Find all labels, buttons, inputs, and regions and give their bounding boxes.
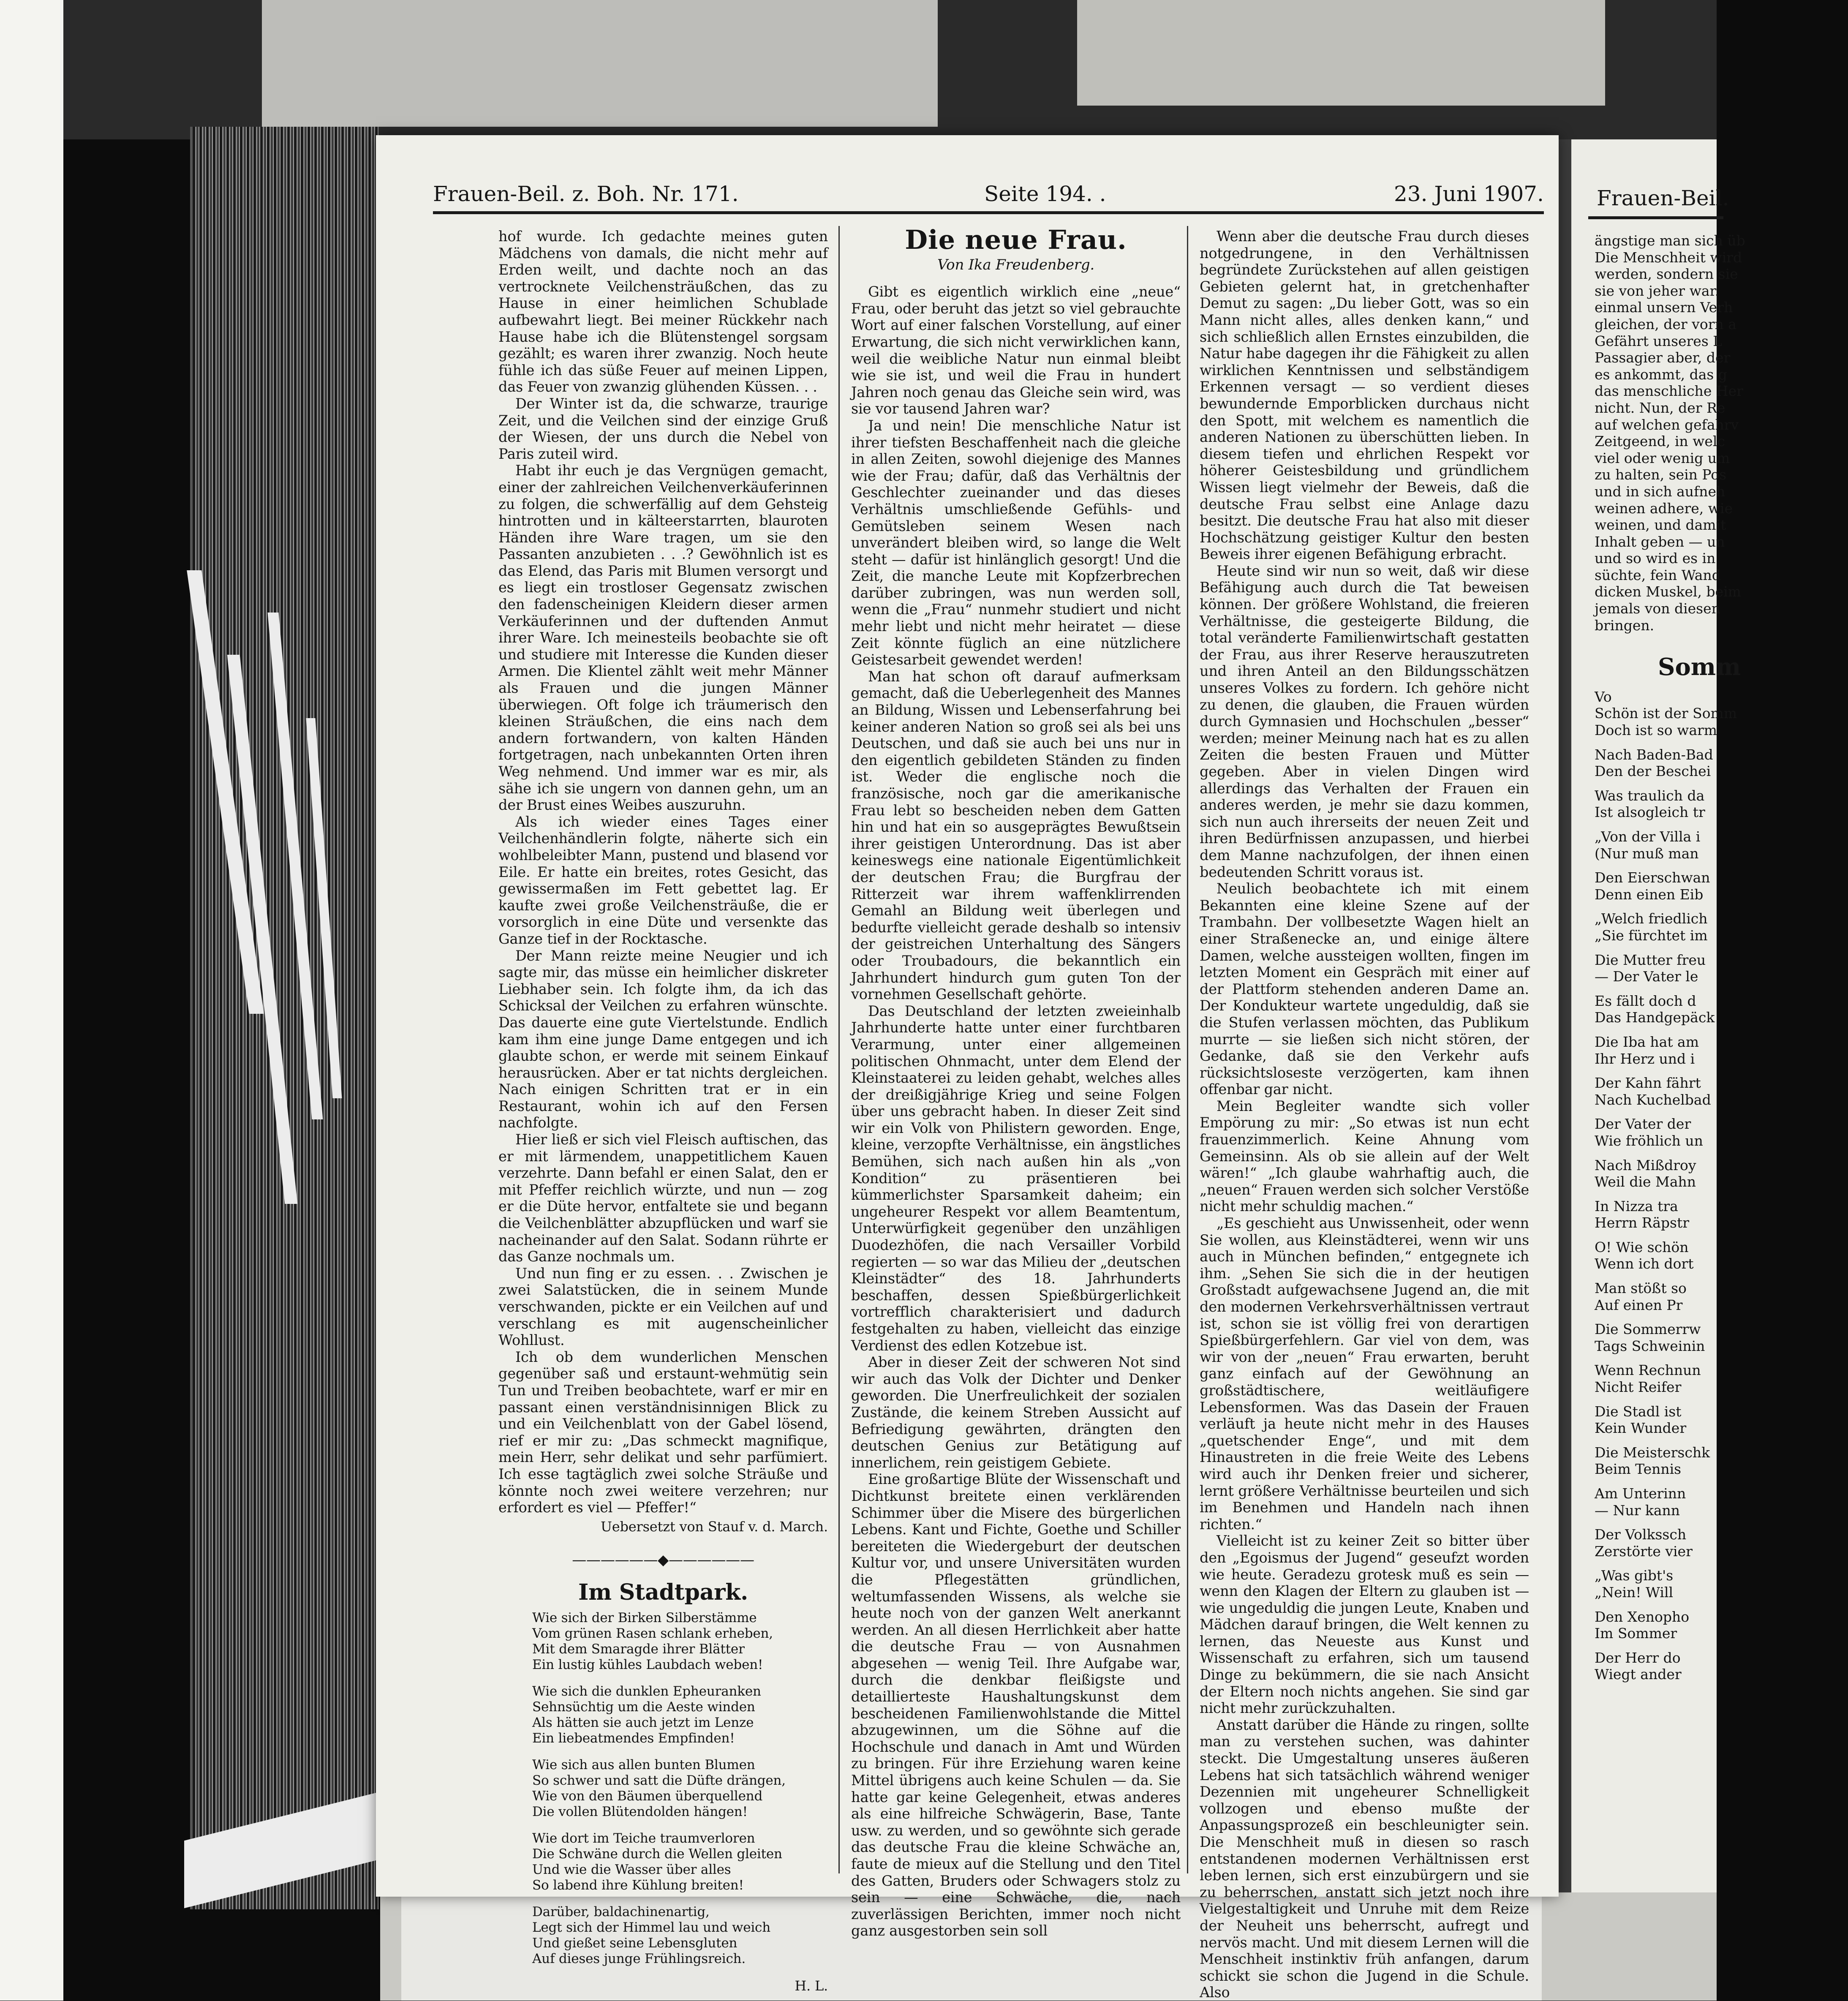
- adjacent-line: Gefährt unseres L: [1595, 332, 1723, 349]
- page-header: [376, 182, 1542, 211]
- adjacent-line: In Nizza tra: [1595, 1198, 1678, 1214]
- adjacent-line: Im Sommer: [1595, 1625, 1677, 1642]
- poem-line: Die vollen Blütendolden hängen!: [532, 1804, 748, 1819]
- adjacent-line: süchte, fein Wand: [1595, 566, 1721, 583]
- poem-line: Und gießet seine Lebensgluten: [532, 1935, 738, 1951]
- adjacent-line: Die Stadl ist: [1595, 1403, 1682, 1420]
- stanza-gap: [1595, 1683, 1848, 1691]
- translator-credit: Uebersetzt von Stauf v. d. March.: [600, 1518, 828, 1535]
- paragraph: Der Mann reizte meine Neugier und ich sagte mir, das müsse ein heimlicher diskreter Liebhaber sein. Ich folgte ihm, da ich das Schicksal der Veilchen zu erfahren wünschte. Das dauerte eine gute Viertelstunde. Endlich kam ihm eine junge Dame entgegen und ich glaubte schon, er werde mit seinem Einkauf herausrücken. Aber er tat nichts dergleichen. Nach einigen Schritten trat er in ein Restaurant, wohin ich auf den Fersen nachfolgte.: [498, 947, 828, 1131]
- poem-signature: H. L.: [795, 1977, 828, 1994]
- adjacent-line: Doch ist so warm: [1595, 722, 1717, 739]
- adjacent-line: Nach Kuchelbad: [1595, 1091, 1711, 1108]
- poem-line: Wie sich der Birken Silberstämme: [532, 1610, 757, 1625]
- paragraph: Gibt es eigentlich wirklich eine „neue“ Frau, oder beruht das jetzt so viel gebrauchte Wort auf einer falschen Vorstellung, auf einer Erwartung, die sich nicht verwirklichen kann, weil die weibliche Natur nun einmal bleibt wie sie ist, und weil die Frau in hundert Jahren noch genau das Gleiche sein wird, was sie vor tausend Jahren war?: [851, 283, 1181, 417]
- adjacent-line: Wie fröhlich un: [1595, 1132, 1703, 1149]
- adjacent-line: Denn einen Eib: [1595, 886, 1704, 903]
- adjacent-line: — Nur kann: [1595, 1502, 1680, 1519]
- book-page-edges: [190, 127, 378, 1909]
- poem-line: Mit dem Smaragde ihrer Blätter: [532, 1641, 745, 1657]
- adjacent-line: und in sich aufneh: [1595, 483, 1726, 500]
- stanza-gap: [1595, 1396, 1848, 1403]
- poem-line: Ein lustig kühles Laubdach weben!: [532, 1657, 763, 1672]
- stanza-gap: [1595, 739, 1848, 746]
- adjacent-line: einmal unsern Verh: [1595, 299, 1733, 316]
- poem-line: Wie dort im Teiche traumverloren: [532, 1830, 755, 1846]
- adjacent-line: Die Menschheit wird: [1595, 249, 1742, 266]
- adjacent-line: Die Mutter freu: [1595, 951, 1706, 968]
- adjacent-line: Das Handgepäck: [1595, 1009, 1715, 1026]
- adjacent-line: Den Eierschwan: [1595, 869, 1710, 886]
- paragraph: Ich ob dem wunderlichen Menschen gegenüber saß und erstaunt-wehmütig sein Tun und Treiben beobachtete, warf er mir en passant einen verständnisinnigen Blick zu und ein Veilchenblatt von der Gabel lösend, rief er mir zu: „Das schmeckt magnifique, mein Herr, sehr delikat und sehr parfümiert. Ich esse tagtäglich zwei solche Sträuße und könnte noch zwei weitere verzehren; nur erfordert es viel — Pfeffer!“: [498, 1348, 828, 1516]
- adjacent-line: „Was gibt's: [1595, 1567, 1674, 1584]
- adjacent-line: jemals von diesen: [1595, 600, 1720, 617]
- adjacent-line: Passagier aber, der: [1595, 349, 1731, 366]
- adjacent-line: „Sie fürchtet im: [1595, 927, 1708, 944]
- adjacent-line: Nach Mißdroy: [1595, 1157, 1696, 1173]
- poem-stanza: [532, 1684, 828, 1746]
- adjacent-header-rule: [1588, 216, 1723, 219]
- adjacent-section-subtitle: Vo: [1595, 688, 1612, 705]
- poem-line: Auf dieses junge Frühlingsreich.: [532, 1951, 746, 1966]
- stanza-gap: [1595, 1108, 1848, 1116]
- paragraph: Eine großartige Blüte der Wissenschaft und Dichtkunst breitete einen verklärenden Schimmer über die Misere des bürgerlichen Lebens. Kant und Fichte, Goethe und Schiller bereiteten die Wiedergeburt der deutschen Kultur vor, und unsere Universitäten wurden die Pflegestätten gründlichen, weltumfassenden Wissens, als welche sie heute noch von der ganzen Welt anerkannt werden. An all diesen Herrlichkeit aber hatte die deutsche Frau — von Ausnahmen abgesehen — wenig Teil. Ihre Aufgabe war, durch die denkbar fleißigste und detaillierteste Haushaltungskunst dem bescheidenen Familienwohlstande die Mittel abzugewinnen, um die Söhne auf die Hochschule und danach in Amt und Würden zu bringen. Für ihre Erziehung waren keine Mittel übrigens auch keine Schulen — da. Sie hatte gar keine Gelegenheit, etwas anderes als eine hilfreiche Schwägerin, Base, Tante usw. zu werden, und so gewöhnte sich gerade das deutsche Frau die kleine Schwäche an, faute de mieux auf die Stellung und den Titel des Gatten, Bruders oder Schwagers stolz zu sein — eine Schwäche, die, nach zuverlässigen Berichten, immer noch nicht ganz ausgestorben sein soll: [851, 1471, 1181, 1939]
- adjacent-line: — Der Vater le: [1595, 968, 1698, 985]
- adjacent-line: sie von jeher war.: [1595, 282, 1720, 299]
- scan-background-left: [0, 0, 63, 2001]
- adjacent-line: Was traulich da: [1595, 787, 1705, 804]
- poem-line: Ein liebeatmendes Empfinden!: [532, 1730, 735, 1746]
- stanza-gap: [1595, 1272, 1848, 1280]
- adjacent-line: Auf einen Pr: [1595, 1296, 1683, 1313]
- adjacent-line: Wenn ich dort: [1595, 1255, 1694, 1272]
- column-3: [1200, 228, 1529, 2001]
- stanza-gap: [1595, 821, 1848, 828]
- paragraph: Und nun fing er zu essen. . . Zwischen je zwei Salatstücken, die in seinem Munde verschwanden, pickte er ein Veilchen auf und verschlang es mit augenscheinlicher Wohllust.: [498, 1265, 828, 1349]
- paragraph: Das Deutschland der letzten zweieinhalb Jahrhunderte hatte unter einer furchtbaren Verarmung, unter einer allgemeinen politischen Ohnmacht, unter dem Elend der Kleinstaaterei zu leiden gehabt, welches alles der dreißigjährige Krieg und seine Folgen über uns gebracht haben. In dieser Zeit sind wir ein Volk von Philistern geworden. Enge, kleine, verzopfte Verhältnisse, ein ängstliches Bemühen, sich nach außen hin als „von Kondition“ zu präsentieren bei kümmerlichster Sparsamkeit daheim; ein ungeheurer Respekt vor allem Beamtentum, Unterwürfigkeit gegenüber den unzähligen Duodezhöfen, die nach Versailler Vorbild regierten — so war das Milieu der „deutschen Kleinstädter“ des 18. Jahrhunderts beschaffen, dessen Spießbürgerlichkeit vortrefflich charakterisiert und dadurch festgehalten zu haben, vielleicht das einzige Verdienst des edlen Kotzebue ist.: [851, 1002, 1181, 1354]
- adjacent-page-column: [1595, 232, 1848, 1691]
- adjacent-line: Es fällt doch d: [1595, 992, 1696, 1009]
- scan-background-top-right-light: [1077, 0, 1605, 106]
- paragraph: Mein Begleiter wandte sich voller Empörung zu mir: „So etwas ist nun echt frauenzimmerlich. Keine Ahnung vom Gemeinsinn. Als ob sie allein auf der Welt wären!“ „Ich glaube wahrhaftig auch, die „neuen“ Frauen werden sich solcher Verstöße nicht mehr schuldig machen.“: [1200, 1097, 1529, 1215]
- stanza-gap: [1595, 985, 1848, 993]
- paragraph: Aber in dieser Zeit der schweren Not sind wir auch das Volk der Dichter und Denker geworden. Die Unerfreulichkeit der sozialen Zustände, die keinem Streben Aussicht auf Befriedigung gewährten, drängten den deutschen Genius zur Betätigung auf innerlichem, rein geistigem Gebiete.: [851, 1354, 1181, 1471]
- adjacent-page: [1571, 139, 1745, 1892]
- adjacent-line: weinen, und damit: [1595, 517, 1726, 534]
- poem-line: Wie sich die dunklen Epheuranken: [532, 1683, 761, 1699]
- paragraph: hof wurde. Ich gedachte meines guten Mädchens von damals, die nicht mehr auf Erden weilt, und dachte noch an das vertrocknete Veilchensträußchen, das zu Hause in einer heimlichen Schublade aufbewahrt liegt. Bei meiner Rückkehr nach Hause habe ich die Blütenstengel sorgsam gezählt; es waren ihrer zwanzig. Noch heute fühle ich das süße Feuer auf meinen Lippen, das Feuer von zwanzig glühenden Küssen. . .: [498, 228, 828, 395]
- adjacent-line: Der Herr do: [1595, 1649, 1681, 1666]
- stanza-gap: [1595, 1313, 1848, 1321]
- adjacent-line: Kein Wunder: [1595, 1420, 1687, 1437]
- paragraph: Als ich wieder eines Tages einer Veilchenhändlerin folgte, näherte sich ein wohlbeleibter Mann, pustend und blasend vor Eile. Er hatte ein breites, rotes Gesicht, das gewissermaßen im Fett gebettet lag. Er kaufte zwei große Veilchensträuße, die er vorsorglich in eine Düte und versenkte das Ganze tief in der Rocktasche.: [498, 813, 828, 947]
- section-ornament: ——————◆——————: [572, 1552, 754, 1569]
- adjacent-line: es ankommt, das g: [1595, 366, 1727, 383]
- stanza-gap: [1595, 1067, 1848, 1075]
- paragraph: Habt ihr euch je das Vergnügen gemacht, einer der zahlreichen Veilchenverkäuferinnen zu folgen, die schwerfällig auf dem Gehsteig hintrotten und in kälteerstarrten, blauroten Händen ihre Ware tragen, um sie den Passanten anzubieten . . .? Gewöhnlich ist es das Elend, das Paris mit Blumen versorgt und es liegt ein trostloser Gegensatz zwischen den fadenscheinigen Kleidern dieser armen Verkäuferinnen und der duftenden Anmut ihrer Ware. Ich meinesteils beobachte sie oft und studiere mit Interesse die Kunden dieser Armen. Die Klientel zählt weit mehr Männer als Frauen und die jungen Männer überwiegen. Oft folge ich träumerisch den kleinen Sträußchen, die eins nach dem andern fortwandern, von kalten Händen fortgetragen, nach unbekannten Orten ihren Weg nehmend. Und immer war es mir, als sähe ich sie ungern von dannen gehn, um an der Brust eines Weibes auszuruhn.: [498, 462, 828, 814]
- adjacent-line: Nicht Reifer: [1595, 1379, 1682, 1396]
- stanza-gap: [1595, 903, 1848, 910]
- adjacent-line: Schön ist der Somm: [1595, 705, 1737, 722]
- header-publication: Frauen-Beil. z. Boh. Nr. 171.: [433, 182, 739, 206]
- stanza-gap: [1595, 1026, 1848, 1034]
- adjacent-line: Nach Baden-Bad: [1595, 746, 1713, 763]
- poem-line: So labend ihre Kühlung breiten!: [532, 1877, 744, 1893]
- adjacent-line: und so wird es in: [1595, 550, 1716, 567]
- adjacent-line: Inhalt geben — un: [1595, 533, 1725, 550]
- adjacent-line: bringen.: [1595, 617, 1655, 634]
- paragraph: Hier ließ er sich viel Fleisch auftischen, das er mit lärmendem, unappetitlichem Kauen verzehrte. Dann befahl er einen Salat, den er mit Pfeffer reichlich würzte, und nun — zog er die Düte hervor, entfaltete sie und begann die Veilchenblätter abzupflücken und warf sie nacheinander auf den Salat. Sodann rührte er das Ganze nochmals um.: [498, 1131, 828, 1265]
- stanza-gap: [1595, 1231, 1848, 1239]
- column-divider: [1187, 226, 1188, 1873]
- paragraph: Man hat schon oft darauf aufmerksam gemacht, daß die Ueberlegenheit des Mannes an Bildung, Wissen und Lebenserfahrung bei keiner anderen Nation so groß sei als bei uns Deutschen, und daß sie auch bei uns nur in den eigentlich gebildeten Ständen zu finden ist. Weder die englische noch die französische, noch gar die amerikanische Frau lebt so bescheiden neben dem Gatten hin und hat ein so ausgeprägtes Bewußtsein ihrer geistigen Unterordnung. Das ist aber keineswegs eine nationale Eigentümlichkeit der deutschen Frau; die Burgfrau der Ritterzeit war ihrem waffenklirrenden Gemahl an Bildung weit überlegen und bedurfte vielleicht gerade deshalb so intensiv der geistreichen Unterhaltung des Sängers oder Troubadours, die bekanntlich ein Jahrhundert hindurch gum guten Ton der vornehmen Gesellschaft gehörte.: [851, 668, 1181, 1003]
- adjacent-line: das menschliche Her: [1595, 383, 1743, 400]
- poem-stanza: [532, 1610, 828, 1673]
- paragraph: Ja und nein! Die menschliche Natur ist ihrer tiefsten Beschaffenheit nach die gleiche in allen Zeiten, sowohl diejenige des Mannes wie der Frau; dafür, daß das Verhältnis der Geschlechter zueinander und das dieses Verhältnis umschließende Gefühls- und Gemütsleben seinem Wesen nach unverändert bleiben wird, so lange die Welt steht — dafür ist hinlänglich gesorgt! Und die Zeit, die manche Leute mit Kopfzerbrechen darüber zubringen, was nun werden soll, wenn die „Frau“ nunmehr studiert und nicht mehr liebt und nicht mehr heiratet — diese Zeit könnte füglich an eine nützlichere Geistesarbeit gewendet werden!: [851, 417, 1181, 668]
- header-page-number: Seite 194. .: [984, 182, 1106, 206]
- stanza-gap: [1595, 1149, 1848, 1157]
- column-divider: [838, 226, 840, 1873]
- adjacent-line: Ist alsogleich tr: [1595, 804, 1705, 821]
- adjacent-line: weinen adhere, wie: [1595, 500, 1733, 517]
- adjacent-line: Weil die Mahn: [1595, 1173, 1696, 1190]
- poem-line: Wie sich aus allen bunten Blumen: [532, 1757, 755, 1772]
- poem-stanza: [532, 1757, 828, 1820]
- adjacent-line: gleichen, der vorn a: [1595, 316, 1736, 332]
- stanza-gap: [1595, 1437, 1848, 1444]
- poem-stanza: [532, 1831, 828, 1893]
- adjacent-line: O! Wie schön: [1595, 1239, 1689, 1255]
- adjacent-line: zu halten, sein Pos: [1595, 466, 1727, 483]
- stanza-gap: [1595, 862, 1848, 869]
- adjacent-line: Die Iba hat am: [1595, 1033, 1699, 1050]
- adjacent-page-header: Frauen-Beil.: [1597, 186, 1729, 210]
- scan-background-top-light: [262, 0, 938, 127]
- book-gutter: [1559, 139, 1571, 1892]
- adjacent-line: Zerstörte vier: [1595, 1543, 1693, 1560]
- adjacent-line: Am Unterinn: [1595, 1485, 1686, 1502]
- adjacent-line: Wenn Rechnun: [1595, 1362, 1701, 1379]
- adjacent-line: Herrn Räpstr: [1595, 1214, 1689, 1231]
- adjacent-line: Zeitgeend, in welc: [1595, 433, 1725, 450]
- paragraph: Heute sind wir nun so weit, daß wir diese Befähigung auch durch die Tat beweisen können. Der größere Wohlstand, die freieren Verhältnisse, die gesteigerte Bildung, die total veränderte Familienwirtschaft gestatten der Frau, aus ihrer Reserve herauszutreten und ihren Anteil an den Bildungsschätzen unseres Volkes zu fordern. Ich gehöre nicht zu denen, die glauben, die Frauen würden durch Gymnasien und Hochschulen „besser“ werden; meiner Meinung nach hat es zu allen Zeiten die besten Frauen und Mütter gegeben. Aber in vielen Dingen wird allerdings das Verhalten der Frauen ein anderes werden, je mehr sie dazu kommen, sich nun auch ihrerseits der neuen Zeit und ihren Bedürfnissen anzupassen, und hierbei dem Manne nachzufolgen, der ihnen einen bedeutenden Schritt voraus ist.: [1200, 562, 1529, 880]
- stanza-gap: [1595, 1519, 1848, 1526]
- poem-line: So schwer und satt die Düfte drängen,: [532, 1772, 786, 1788]
- adjacent-line: Der Kahn fährt: [1595, 1075, 1701, 1092]
- paragraph: Neulich beobachtete ich mit einem Bekannten eine kleine Szene auf der Trambahn. Der vollbesetzte Wagen hielt an einer Straßenecke an, und einige ältere Damen, welche aussteigen wollten, fingen im letzten Moment ein Gespräch mit einer auf der Plattform stehenden anderen Dame an. Der Kondukteur wartete ungeduldig, daß sie die Stufen verlassen möchten, das Publikum murrte — sie ließen sich nicht stören, der Gedanke, daß sie den Verkehr aufs rücksichtsloseste verzögerten, kam ihnen offenbar gar nicht.: [1200, 880, 1529, 1098]
- adjacent-line: „Von der Villa i: [1595, 828, 1701, 845]
- adjacent-line: werden, sondern sie: [1595, 266, 1738, 283]
- paragraph: Anstatt darüber die Hände zu ringen, sollte man zu verstehen suchen, was dahinter steckt. Die Umgestaltung unseres äußeren Lebens hat sich tatsächlich während weniger Dezennien mit ungeheurer Schnelligkeit vollzogen und ebenso mußte der Anpassungsprozeß ein beschleunigter sein. Die Menschheit muß in diesen so rasch entstandenen modernen Verhältnissen erst leben lernen, sich erst einzubürgern und sie zu beherrschen, anstatt sich jetzt noch ihre Vielgestaltigkeit und Unruhe mit dem Reize der Neuheit uns beherrscht, aufregt und nervös macht. Und mit diesem Lernen will die Menschheit instinktiv früh anfangen, darum schickt sie schon die Jugend in die Schule. Also: [1200, 1716, 1529, 2001]
- header-rule: [433, 211, 1544, 214]
- poem-title: Im Stadtpark.: [578, 1579, 748, 1605]
- poem: [532, 1610, 828, 1967]
- paragraph: „Es geschieht aus Unwissenheit, oder wenn Sie wollen, aus Kleinstädterei, wenn wir uns auch in München befinden,“ entgegnete ich ihm. „Sehen Sie sich die in der heutigen Großstadt aufgewachsene Jugend an, die mit den modernen Verkehrsverhältnissen vertraut ist, schon sie ist völlig frei von derartigen Spießbürgerfehlern. Gar viel von dem, was wir von der „neuen“ Frau erwarten, beruht ganz einfach auf der Gewöhnung an großstädtischere, weitläufigere Lebensformen. Was das Dasein der Frauen verläuft ja heute nicht mehr in des Hauses „quetschender Enge“, und mit dem Hinaustreten in die freie Weite des Lebens wird auch ihr Denken freier und sicherer, lernt größere Verhältnisse beurteilen und sich im Benehmen und Handeln nach ihnen richten.“: [1200, 1215, 1529, 1533]
- adjacent-line: nicht. Nun, der Re: [1595, 399, 1726, 416]
- adjacent-section-title: Somm: [1658, 653, 1741, 681]
- adjacent-line: auf welchen gefahrv: [1595, 416, 1739, 433]
- paragraph: Wenn aber die deutsche Frau durch dieses notgedrungene, in den Verhältnissen begründete Zurückstehen auf allen geistigen Gebieten gelernt hat, in gretchenhafter Demut zu sagen: „Du lieber Gott, was so ein Mann nicht alles, alles denken kann,“ und sich schließlich allen Ernstes einzubilden, die Natur habe dagegen ihr die Fähigkeit zu allen wirklichen Kenntnissen und selbständigem Erkennen versagt — so verdient dieses bewundernde Emporblicken durchaus nicht den Spott, mit welchem es namentlich die anderen Nationen zu überschütten lieben. In diesem tiefen und ehrlichen Respekt vor höherer Geistesbildung und gründlichem Wissen liegt vielmehr der Beweis, daß die deutsche Frau selbst eine Anlage dazu besitzt. Die deutsche Frau hat also mit dieser Hochschätzung geistiger Kultur den besten Beweis ihrer eigenen Befähigung erbracht.: [1200, 228, 1529, 563]
- adjacent-line: dicken Muskel, beim: [1595, 583, 1741, 600]
- header-date: 23. Juni 1907.: [1394, 182, 1544, 206]
- adjacent-line: Man stößt so: [1595, 1280, 1687, 1297]
- adjacent-line: Den Xenopho: [1595, 1608, 1690, 1625]
- adjacent-line: Den der Beschei: [1595, 763, 1711, 780]
- paragraph: Der Winter ist da, die schwarze, traurige Zeit, und die Veilchen sind der einzige Gruß der Wiesen, der uns durch die Nebel von Paris zuteil wird.: [498, 395, 828, 462]
- poem-line: Darüber, baldachinenartig,: [532, 1904, 710, 1919]
- poem-line: Wie von den Bäumen überquellend: [532, 1788, 763, 1804]
- adjacent-line: ängstige man sich üb: [1595, 232, 1745, 249]
- adjacent-line: Der Volkssch: [1595, 1526, 1687, 1543]
- stanza-gap: [1595, 1190, 1848, 1198]
- adjacent-line: viel oder wenig um: [1595, 449, 1730, 466]
- poem-line: Und wie die Wasser über alles: [532, 1862, 731, 1877]
- poem-line: Als hätten sie auch jetzt im Lenze: [532, 1715, 754, 1730]
- column-1: [498, 228, 828, 1994]
- adjacent-line: Tags Schweinin: [1595, 1337, 1705, 1354]
- edge-highlight: [184, 1792, 378, 1908]
- stanza-gap: [1595, 1560, 1848, 1567]
- poem-line: Die Schwäne durch die Wellen gleiten: [532, 1846, 782, 1862]
- column-2: [851, 224, 1181, 1939]
- poem-stanza: [532, 1904, 828, 1967]
- adjacent-line: Die Sommerrw: [1595, 1321, 1701, 1338]
- adjacent-line: Der Vater der: [1595, 1116, 1691, 1133]
- adjacent-line: Beim Tennis: [1595, 1461, 1682, 1478]
- adjacent-line: „Nein! Will: [1595, 1584, 1674, 1601]
- adjacent-line: „Welch friedlich: [1595, 910, 1708, 927]
- adjacent-line: Wiegt ander: [1595, 1666, 1682, 1683]
- poem-line: Vom grünen Rasen schlank erheben,: [532, 1625, 773, 1641]
- stanza-gap: [1595, 1642, 1848, 1650]
- article-author: Von Ika Freudenberg.: [937, 256, 1095, 273]
- paragraph: Vielleicht ist zu keiner Zeit so bitter über den „Egoismus der Jugend“ geseufzt worden wie heute. Geradezu grotesk muß es sein — wenn den Klagen der Eltern zu glauben ist — wie ungeduldig die jungen Leute, Knaben und Mädchen darauf bringen, die Welt kennen zu lernen, das Neueste aus Kunst und Wissenschaft zu erfahren, sich um tausend Dinge zu bekümmern, die sie nach Ansicht der Eltern noch nichts angehen. Sie sind gar nicht mehr zurückzuhalten.: [1200, 1533, 1529, 1717]
- stanza-gap: [1595, 1354, 1848, 1362]
- newspaper-page: [376, 135, 1559, 2001]
- adjacent-line: Die Meisterschk: [1595, 1444, 1710, 1461]
- adjacent-line: Ihr Herz und i: [1595, 1050, 1695, 1067]
- article-title: Die neue Frau.: [905, 224, 1127, 255]
- stanza-gap: [1595, 944, 1848, 952]
- poem-line: Sehnsüchtig um die Aeste winden: [532, 1699, 755, 1715]
- stanza-gap: [1595, 1601, 1848, 1609]
- stanza-gap: [1595, 780, 1848, 787]
- stanza-gap: [1595, 1478, 1848, 1485]
- poem-line: Legt sich der Himmel lau und weich: [532, 1919, 770, 1935]
- adjacent-line: (Nur muß man: [1595, 845, 1699, 862]
